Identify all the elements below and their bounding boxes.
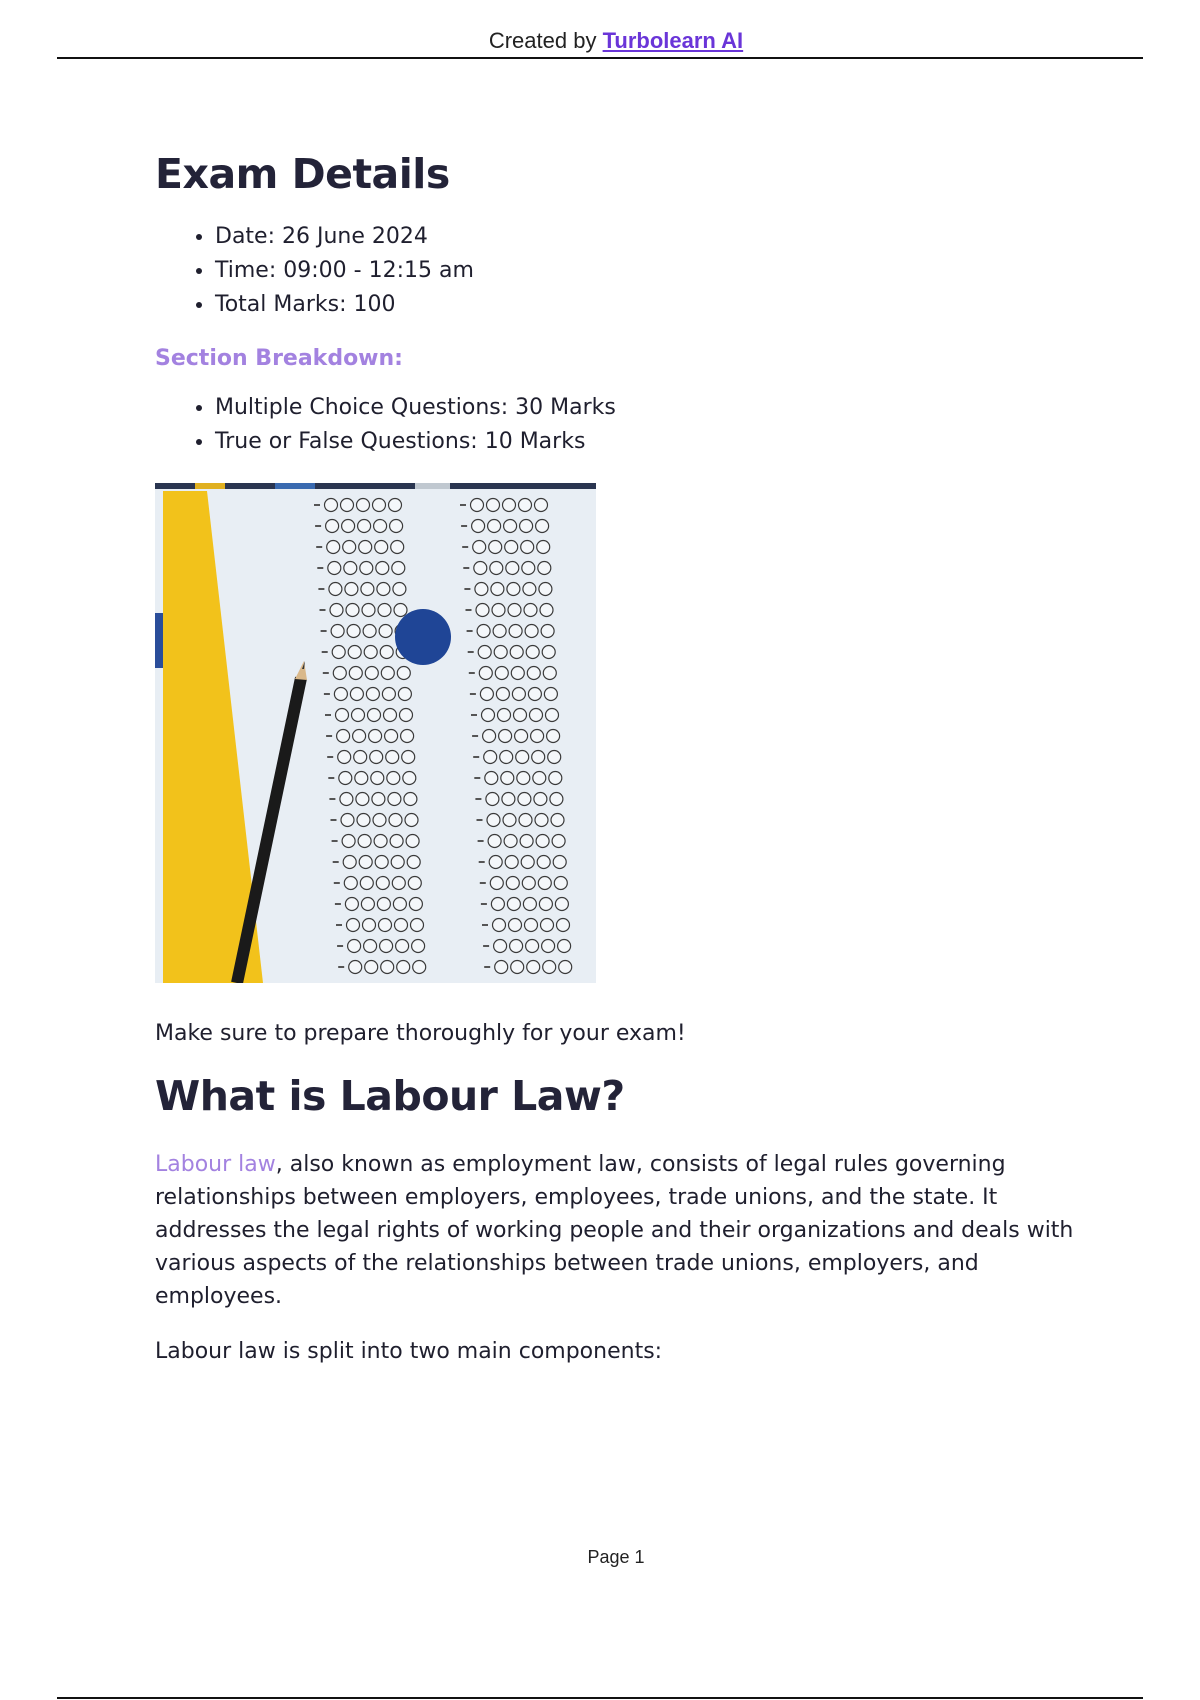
answer-sheet-photo <box>155 483 596 983</box>
document-content <box>155 150 1075 1368</box>
closing-note: Make sure to prepare thoroughly for your exam! <box>155 1021 686 1046</box>
definition-text: , also known as employment law, consists of legal rules governing relationships between employers, employees, trade unions, and the state. It addresses the legal rights of working people and their organizations and deals with various aspects of the relationships between trade unions, employers, and employees. <box>155 1152 1074 1309</box>
true-false-item: • True or False Questions: 10 Marks <box>215 425 1075 459</box>
labour-law-heading: What is Labour Law? <box>155 1072 625 1120</box>
exam-time-item: • Time: 09:00 - 12:15 am <box>215 254 1075 288</box>
header-divider <box>57 57 1143 59</box>
exam-marks-item: • Total Marks: 100 <box>215 288 1075 322</box>
answer-sheet-illustration <box>155 483 596 983</box>
turbolearn-link[interactable]: Turbolearn AI <box>602 28 744 53</box>
footer-divider <box>57 1697 1143 1699</box>
mcq-item: • Multiple Choice Questions: 30 Marks <box>215 391 1075 425</box>
section-breakdown-heading: Section Breakdown: <box>155 346 403 371</box>
page-header <box>0 28 1200 54</box>
labour-law-components-intro: Labour law is split into two main components: <box>155 1339 663 1364</box>
labour-law-definition <box>155 1148 1075 1313</box>
header-prefix: Created by <box>488 28 597 53</box>
blue-dot-sticker <box>395 609 451 665</box>
section-breakdown-list <box>155 391 1075 459</box>
exam-details-list <box>155 220 1075 322</box>
labour-law-link[interactable]: Labour law <box>155 1152 276 1177</box>
exam-details-heading: Exam Details <box>155 150 450 198</box>
exam-date-item: • Date: 26 June 2024 <box>215 220 1075 254</box>
page-number: Page 1 <box>587 1547 645 1567</box>
